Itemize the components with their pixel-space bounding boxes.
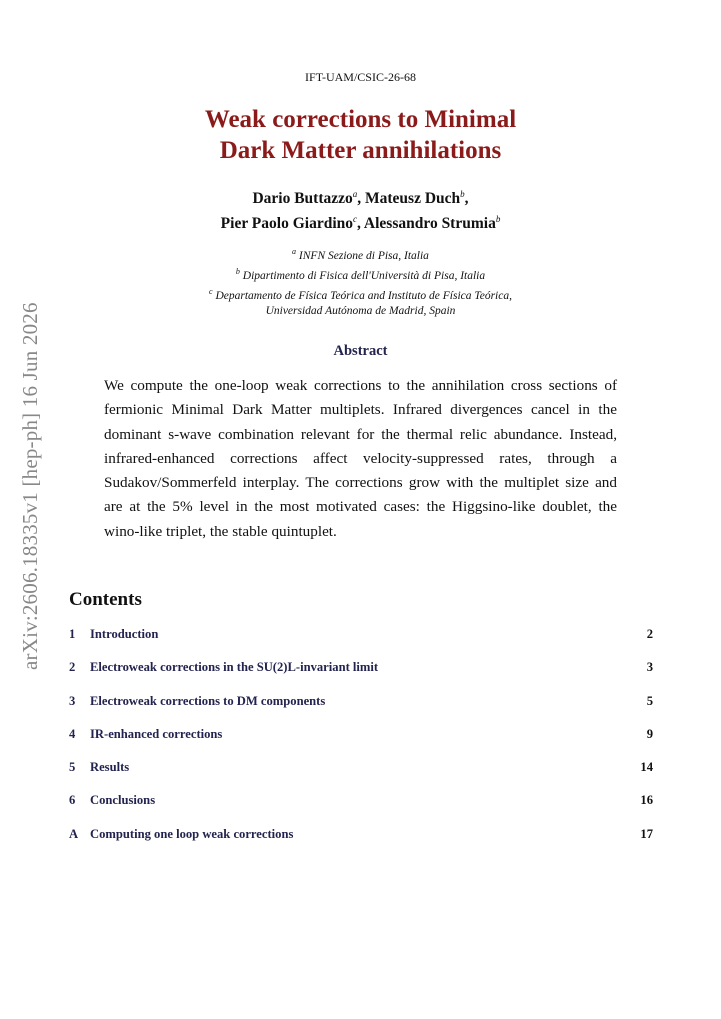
- toc-page-number: 3: [646, 660, 653, 675]
- toc-entry-electroweak-su2[interactable]: [69, 660, 653, 693]
- toc-link[interactable]: Electroweak corrections to DM components: [90, 693, 326, 708]
- author-list: [0, 184, 721, 234]
- author-separator: ,: [464, 190, 469, 208]
- affiliation-mark: b: [235, 266, 240, 276]
- toc-entry-electroweak-dm[interactable]: [69, 694, 653, 727]
- abstract-heading: Abstract: [333, 343, 388, 359]
- affiliation: [0, 264, 721, 284]
- toc-page-number: 5: [646, 693, 653, 708]
- affiliation-text: INFN Sezione di Pisa, Italia: [298, 249, 429, 262]
- affiliation: [0, 244, 721, 264]
- toc-number: A: [69, 826, 79, 841]
- author-separator: ,: [357, 190, 365, 208]
- author-affiliation-mark: a: [352, 189, 358, 199]
- paper-title: [0, 104, 721, 166]
- toc-link[interactable]: IR-enhanced corrections: [90, 726, 223, 741]
- toc-entry-introduction[interactable]: [69, 627, 653, 660]
- author-line-2: [0, 209, 721, 234]
- title-line-2: Dark Matter annihilations: [219, 137, 502, 164]
- title-line-1: Weak corrections to Minimal: [204, 106, 517, 133]
- toc-page-number: 9: [646, 726, 653, 741]
- affiliation-mark: a: [292, 247, 297, 256]
- toc-page-number: 16: [640, 793, 653, 808]
- toc-link[interactable]: Electroweak corrections in the SU(2)L-invariant limit: [90, 660, 379, 675]
- author-name: Dario Buttazzo: [252, 190, 353, 208]
- affiliation: [0, 303, 721, 319]
- author-affiliation-mark: b: [460, 189, 465, 199]
- toc-number: 2: [69, 660, 76, 675]
- toc-number: 4: [69, 726, 76, 741]
- contents-heading: Contents: [69, 589, 142, 610]
- arxiv-identifier: arXiv:2606.18335v1 [hep-ph] 16 Jun 2026: [18, 302, 42, 670]
- toc-page-number: 14: [640, 760, 653, 775]
- toc-entry-results[interactable]: [69, 760, 653, 793]
- toc-link[interactable]: Conclusions: [90, 793, 156, 808]
- author-name: Mateusz Duch: [365, 190, 461, 208]
- toc-link[interactable]: Computing one loop weak corrections: [90, 826, 294, 841]
- toc-entry-appendix-a[interactable]: [69, 827, 653, 860]
- affiliation: [0, 284, 721, 304]
- abstract-body: We compute the one-loop weak corrections to the annihilation cross sections of fermionic Minimal Dark Matter multiplets. Infrared divergences cancel in the dominant s-wave combination relevant for the thermal relic abundance. Instead, infrared-enhanced corrections affect velocity-suppressed rates, through a Sudakov/Sommerfeld interplay. The corrections grow with the multiplet size and are at the 5% level in the most motivated cases: the Higgsino-like doublet, the wino-like triplet, the stable quintuplet.: [104, 377, 617, 540]
- toc-page-number: 2: [646, 627, 653, 641]
- toc-number: 6: [69, 793, 76, 808]
- toc-link[interactable]: Results: [90, 760, 130, 775]
- author-name: Pier Paolo Giardino: [220, 215, 353, 233]
- affiliation-mark: c: [209, 286, 213, 296]
- toc-link[interactable]: Introduction: [90, 627, 159, 641]
- toc-entry-conclusions[interactable]: [69, 793, 653, 826]
- toc-number: 1: [69, 627, 76, 641]
- author-separator: ,: [357, 215, 364, 233]
- affiliation-list: [0, 244, 721, 319]
- toc-number: 3: [69, 693, 76, 708]
- author-affiliation-mark: c: [353, 214, 357, 225]
- toc-entry-ir-enhanced[interactable]: [69, 727, 653, 760]
- toc-number: 5: [69, 760, 76, 775]
- affiliation-text: Departamento de Física Teórica and Instituto de Física Teórica,: [215, 289, 512, 302]
- affiliation-text: Dipartimento di Fisica dell'Università di Pisa, Italia: [242, 269, 486, 282]
- affiliation-text: Universidad Autónoma de Madrid, Spain: [265, 305, 456, 318]
- author-affiliation-mark: b: [495, 214, 501, 225]
- author-name: Alessandro Strumia: [363, 215, 496, 233]
- author-line-1: [0, 184, 721, 209]
- toc-page-number: 17: [640, 826, 653, 841]
- preprint-number: IFT-UAM/CSIC-26-68: [305, 70, 416, 84]
- table-of-contents: [69, 627, 653, 860]
